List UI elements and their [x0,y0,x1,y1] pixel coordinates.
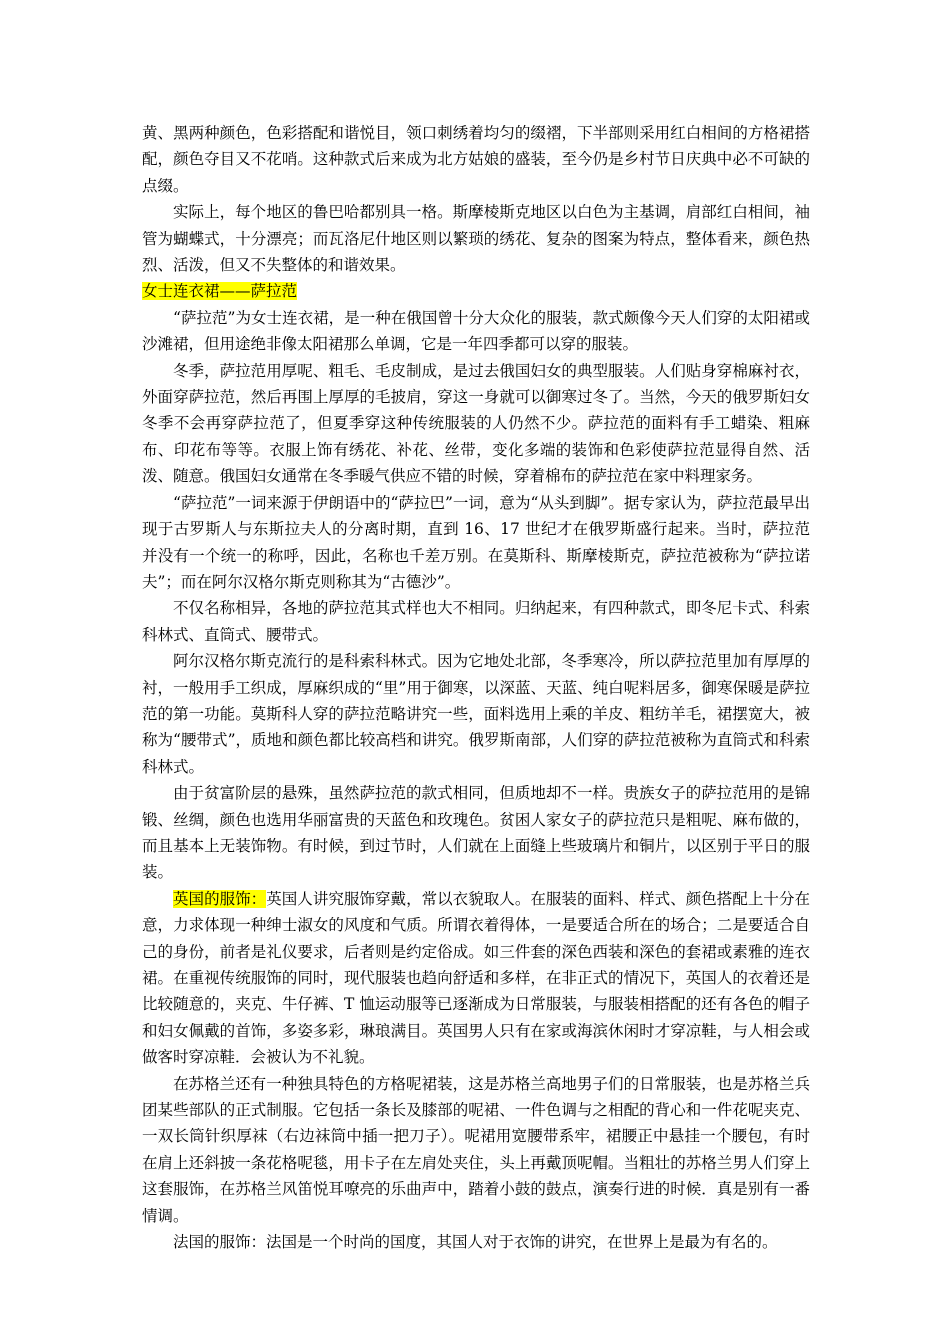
highlighted-heading: 女士连衣裙——萨拉范 [142,282,298,301]
highlighted-label: 英国的服饰： [173,889,267,908]
paragraph-french-clothing: 法国的服饰：法国是一个时尚的国度，其国人对于衣饰的讲究，在世界上是最为有名的。 [173,1233,778,1252]
paragraph-continuation: 黄、黑两种颜色，色彩搭配和谐悦目，领口刺绣着均匀的缀褶，下半部则采用红白相间的方格裙搭配，颜色夺目又不花哨。这种款式后来成为北方姑娘的盛装，至今仍是乡村节日庆典中必不可缺的点缀。 [142,124,810,195]
paragraph-sarafan-origin: “萨拉范”一词来源于伊朗语中的“萨拉巴”一词，意为“从头到脚”。据专家认为，萨拉范最早出现于古罗斯人与东斯拉夫人的分离时期，直到 16、17 世纪才在俄罗斯盛行起来。当时，萨拉范并没有一个统一的称呼，因此，名称也千差万别。在莫斯科、斯摩棱斯克，萨拉范被称为“萨拉诺夫”；而在阿尔汉格尔斯克则称其为“古德沙”。 [142,493,810,591]
paragraph-sarafan-styles: 不仅名称相异，各地的萨拉范其式样也大不相同。归纳起来，有四种款式，即冬尼卡式、科索科林式、直筒式、腰带式。 [142,599,810,644]
paragraph-british-text: 英国人讲究服饰穿戴，常以衣貌取人。在服装的面料、样式、颜色搭配上十分在意，力求体现一种绅士淑女的风度和气质。所谓衣着得体，一是要适合所在的场合；二是要适合自己的身份，前者是礼仪要求，后者则是约定俗成。如三件套的深色西装和深色的套裙或素雅的连衣裙。在重视传统服饰的同时，现代服装也趋向舒适和多样，在非正式的情况下，英国人的衣着还是比较随意的，夹克、牛仔裤、T 恤运动服等已逐渐成为日常服装，与服装相搭配的还有各色的帽子和妇女佩戴的首饰，多姿多彩，琳琅满目。英国男人只有在家或海滨休闲时才穿凉鞋，与人相会或做客时穿凉鞋．会被认为不礼貌。 [142,889,810,1067]
section-heading [142,278,810,304]
document-page [142,120,810,1255]
paragraph-sarafan-intro: “萨拉范”为女士连衣裙，是一种在俄国曾十分大众化的服装，款式颇像今天人们穿的太阳裙或沙滩裙，但用途绝非像太阳裙那么单调，它是一年四季都可以穿的服装。 [142,308,810,354]
paragraph-scottish-kilt: 在苏格兰还有一种独具特色的方格呢裙装，这是苏格兰高地男子们的日常服装，也是苏格兰兵团某些部队的正式制服。它包括一条长及膝部的呢裙、一件色调与之相配的背心和一件花呢夹克、一双长筒针织厚袜（右边袜筒中插一把刀子）。呢裙用宽腰带系牢，裙腰正中悬挂一个腰包，有时在肩上还斜披一条花格呢毯，用卡子在左肩处夹住，头上再戴顶呢帽。当粗壮的苏格兰男人们穿上这套服饰，在苏格兰风笛悦耳嘹亮的乐曲声中，踏着小鼓的鼓点，演奏行进的时候．真是别有一番情调。 [142,1074,810,1225]
paragraph-rubaha-regions: 实际上，每个地区的鲁巴哈都别具一格。斯摩棱斯克地区以白色为主基调，肩部红白相间，袖管为蝴蝶式，十分漂亮；而瓦洛尼什地区则以繁琐的绣花、复杂的图案为特点，整体看来，颜色热烈、活泼，但又不失整体的和谐效果。 [142,203,810,275]
paragraph-british-clothing [142,886,810,1071]
paragraph-sarafan-class: 由于贫富阶层的悬殊，虽然萨拉范的款式相同，但质地却不一样。贵族女子的萨拉范用的是锦锻、丝绸，颜色也选用华丽富贵的天蓝色和玫瑰色。贫困人家女子的萨拉范只是粗呢、麻布做的，而且基本上无装饰物。有时候，到过节时，人们就在上面缝上些玻璃片和铜片，以区别于平日的服装。 [142,784,810,882]
paragraph-sarafan-regions: 阿尔汉格尔斯克流行的是科索科林式。因为它地处北部，冬季寒冷，所以萨拉范里加有厚厚的衬，一般用手工织成，厚麻织成的“里”用于御寒，以深蓝、天蓝、纯白呢料居多，御寒保暖是萨拉范的第一功能。莫斯科人穿的萨拉范略讲究一些，面料选用上乘的羊皮、粗纺羊毛，裙摆宽大，被称为“腰带式”，质地和颜色都比较高档和讲究。俄罗斯南部，人们穿的萨拉范被称为直筒式和科索科林式。 [142,652,810,776]
paragraph-sarafan-winter: 冬季，萨拉范用厚呢、粗毛、毛皮制成，是过去俄国妇女的典型服装。人们贴身穿棉麻衬衣，外面穿萨拉范，然后再围上厚厚的毛披肩，穿这一身就可以御寒过冬了。当然，今天的俄罗斯妇女冬季不会再穿萨拉范了，但夏季穿这种传统服装的人仍然不少。萨拉范的面料有手工蜡染、粗麻布、印花布等等。衣服上饰有绣花、补花、丝带，变化多端的装饰和色彩使萨拉范显得自然、活泼、随意。俄国妇女通常在冬季暖气供应不错的时候，穿着棉布的萨拉范在家中料理家务。 [142,361,810,486]
